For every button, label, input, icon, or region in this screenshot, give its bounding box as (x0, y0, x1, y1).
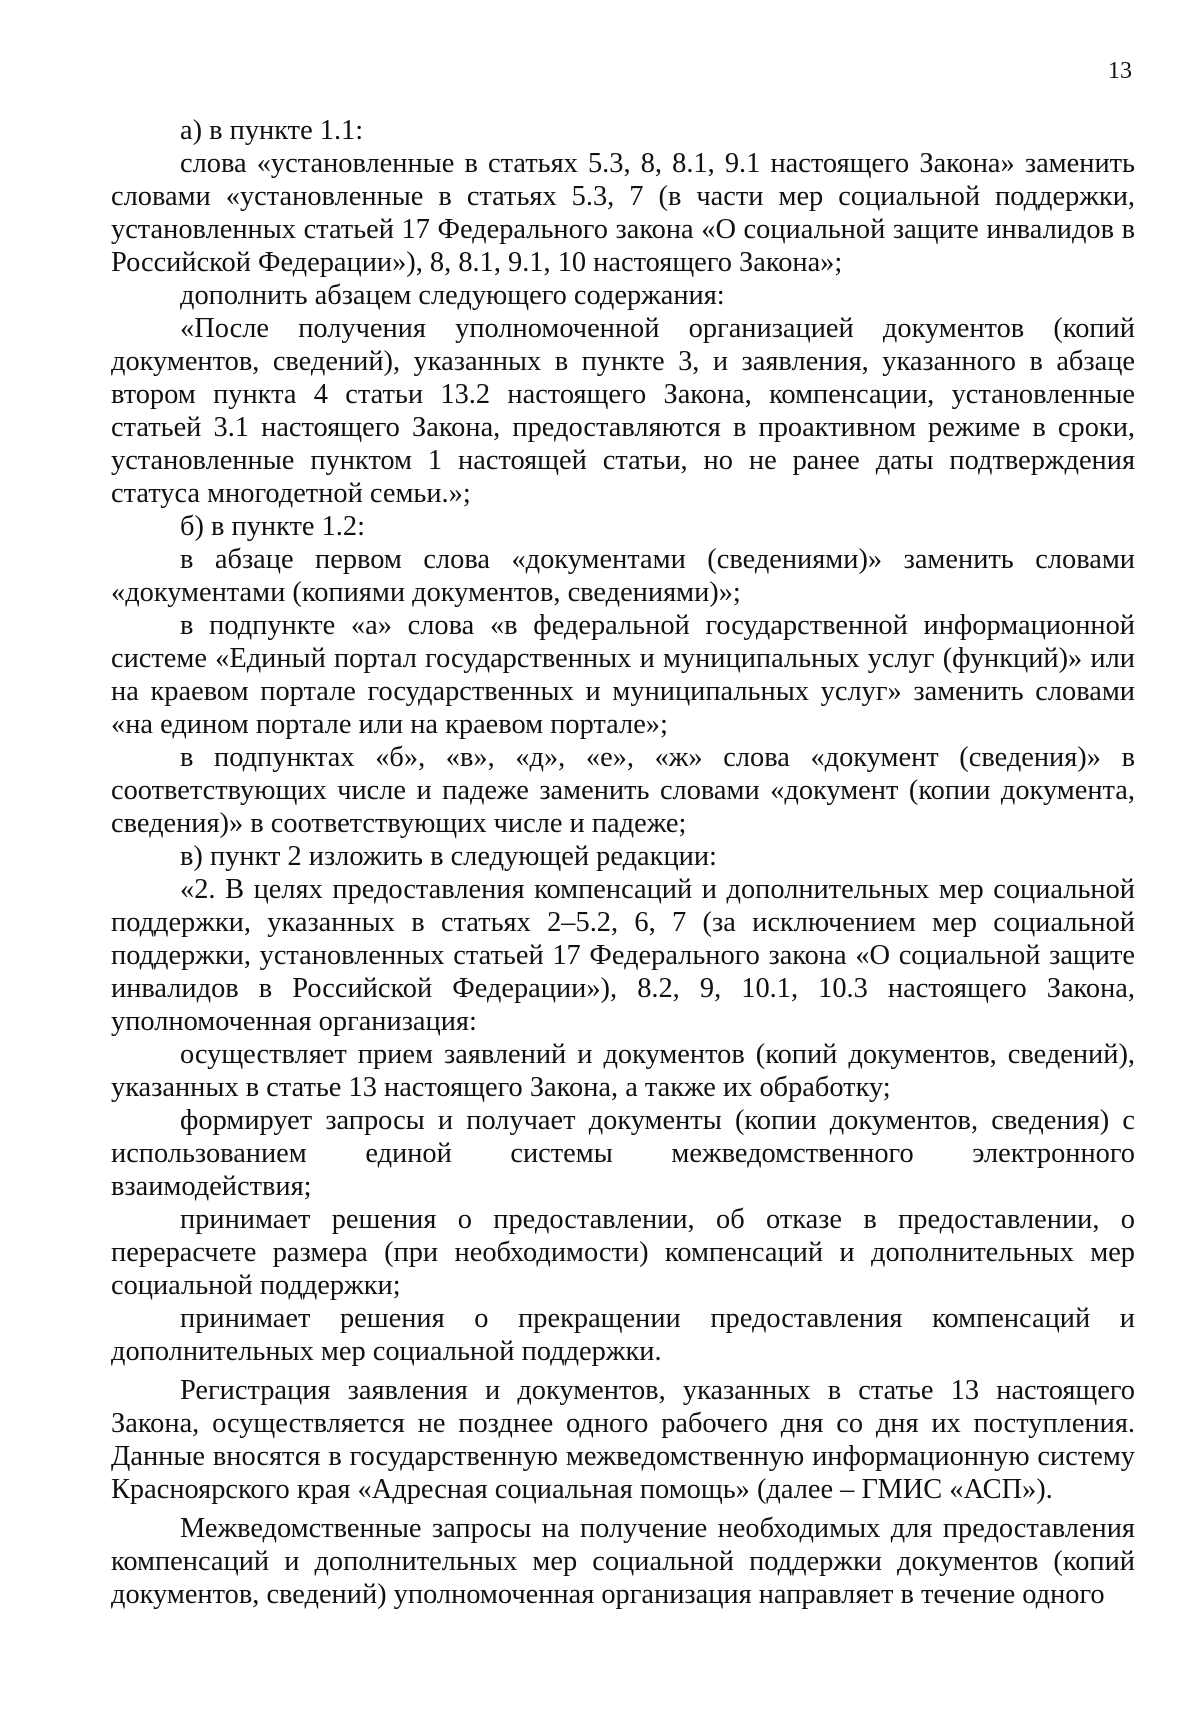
paragraph-interagency-requests: Межведомственные запросы на получение необходимых для предоставления компенсаций и дополнительных мер социальной поддержки документов (копий документов, сведений) уполномоченная организация направляет в течение одного (111, 1513, 1135, 1610)
paragraph-forms-requests: формирует запросы и получает документы (копии документов, сведения) с использованием единой системы межведомственного электронного взаимодействия; (111, 1105, 1135, 1202)
paragraph-decisions-granting: принимает решения о предоставлении, об отказе в предоставлении, о перерасчете размера (при необходимости) компенсаций и дополнительных мер социальной поддержки; (111, 1204, 1135, 1301)
document-body (111, 114, 1135, 1611)
paragraph-item-b-heading: б) в пункте 1.2: (180, 511, 365, 542)
paragraph-registration: Регистрация заявления и документов, указанных в статье 13 настоящего Закона, осуществляется не позднее одного рабочего дня со дня их поступления. Данные вносятся в государственную межведомственную информационную систему Красноярского края «Адресная социальная помощь» (далее – ГМИС «АСП»). (111, 1375, 1135, 1505)
paragraph-item-v-heading: в) пункт 2 изложить в следующей редакции: (180, 841, 717, 872)
paragraph-first-abzac: в абзаце первом слова «документами (сведениями)» заменить словами «документами (копиями документов, сведениями)»; (111, 544, 1135, 608)
paragraph-add-abzac: дополнить абзацем следующего содержания: (180, 280, 725, 311)
paragraph-point-2: «2. В целях предоставления компенсаций и дополнительных мер социальной поддержки, указанных в статьях 2–5.2, 6, 7 (за исключением мер социальной поддержки, установленных статьей 17 Федерального закона «О социальной защите инвалидов в Российской Федерации»), 8.2, 9, 10.1, 10.3 настоящего Закона, уполномоченная организация: (111, 874, 1135, 1037)
paragraph-decisions-termination: принимает решения о прекращении предоставления компенсаций и дополнительных мер социальной поддержки. (111, 1303, 1135, 1367)
paragraph-accepts-applications: осуществляет прием заявлений и документов (копий документов, сведений), указанных в статье 13 настоящего Закона, а также их обработку; (111, 1039, 1135, 1103)
paragraph-subpoint-a: в подпункте «а» слова «в федеральной государственной информационной системе «Единый портал государственных и муниципальных услуг (функций)» или на краевом портале государственных и муниципальных услуг» заменить словами «на едином портале или на краевом портале»; (111, 610, 1135, 740)
page-number: 13 (1108, 58, 1132, 84)
paragraph-quoted-proactive: «После получения уполномоченной организацией документов (копий документов, сведений), указанных в пункте 3, и заявления, указанного в абзаце втором пункта 4 статьи 13.2 настоящего Закона, компенсации, установленные статьей 3.1 настоящего Закона, предоставляются в проактивном режиме в сроки, установленные пунктом 1 настоящей статьи, но не ранее даты подтверждения статуса многодетной семьи.»; (111, 313, 1135, 509)
paragraph-subpoints-b-zh: в подпунктах «б», «в», «д», «е», «ж» слова «документ (сведения)» в соответствующих числе и падеже заменить словами «документ (копии документа, сведения)» в соответствующих числе и падеже; (111, 742, 1135, 839)
paragraph-item-a-heading: а) в пункте 1.1: (180, 115, 364, 146)
paragraph-replace-words: слова «установленные в статьях 5.3, 8, 8.1, 9.1 настоящего Закона» заменить словами «установленные в статьях 5.3, 7 (в части мер социальной поддержки, установленных статьей 17 Федерального закона «О социальной защите инвалидов в Российской Федерации»), 8, 8.1, 9.1, 10 настоящего Закона»; (111, 148, 1135, 278)
